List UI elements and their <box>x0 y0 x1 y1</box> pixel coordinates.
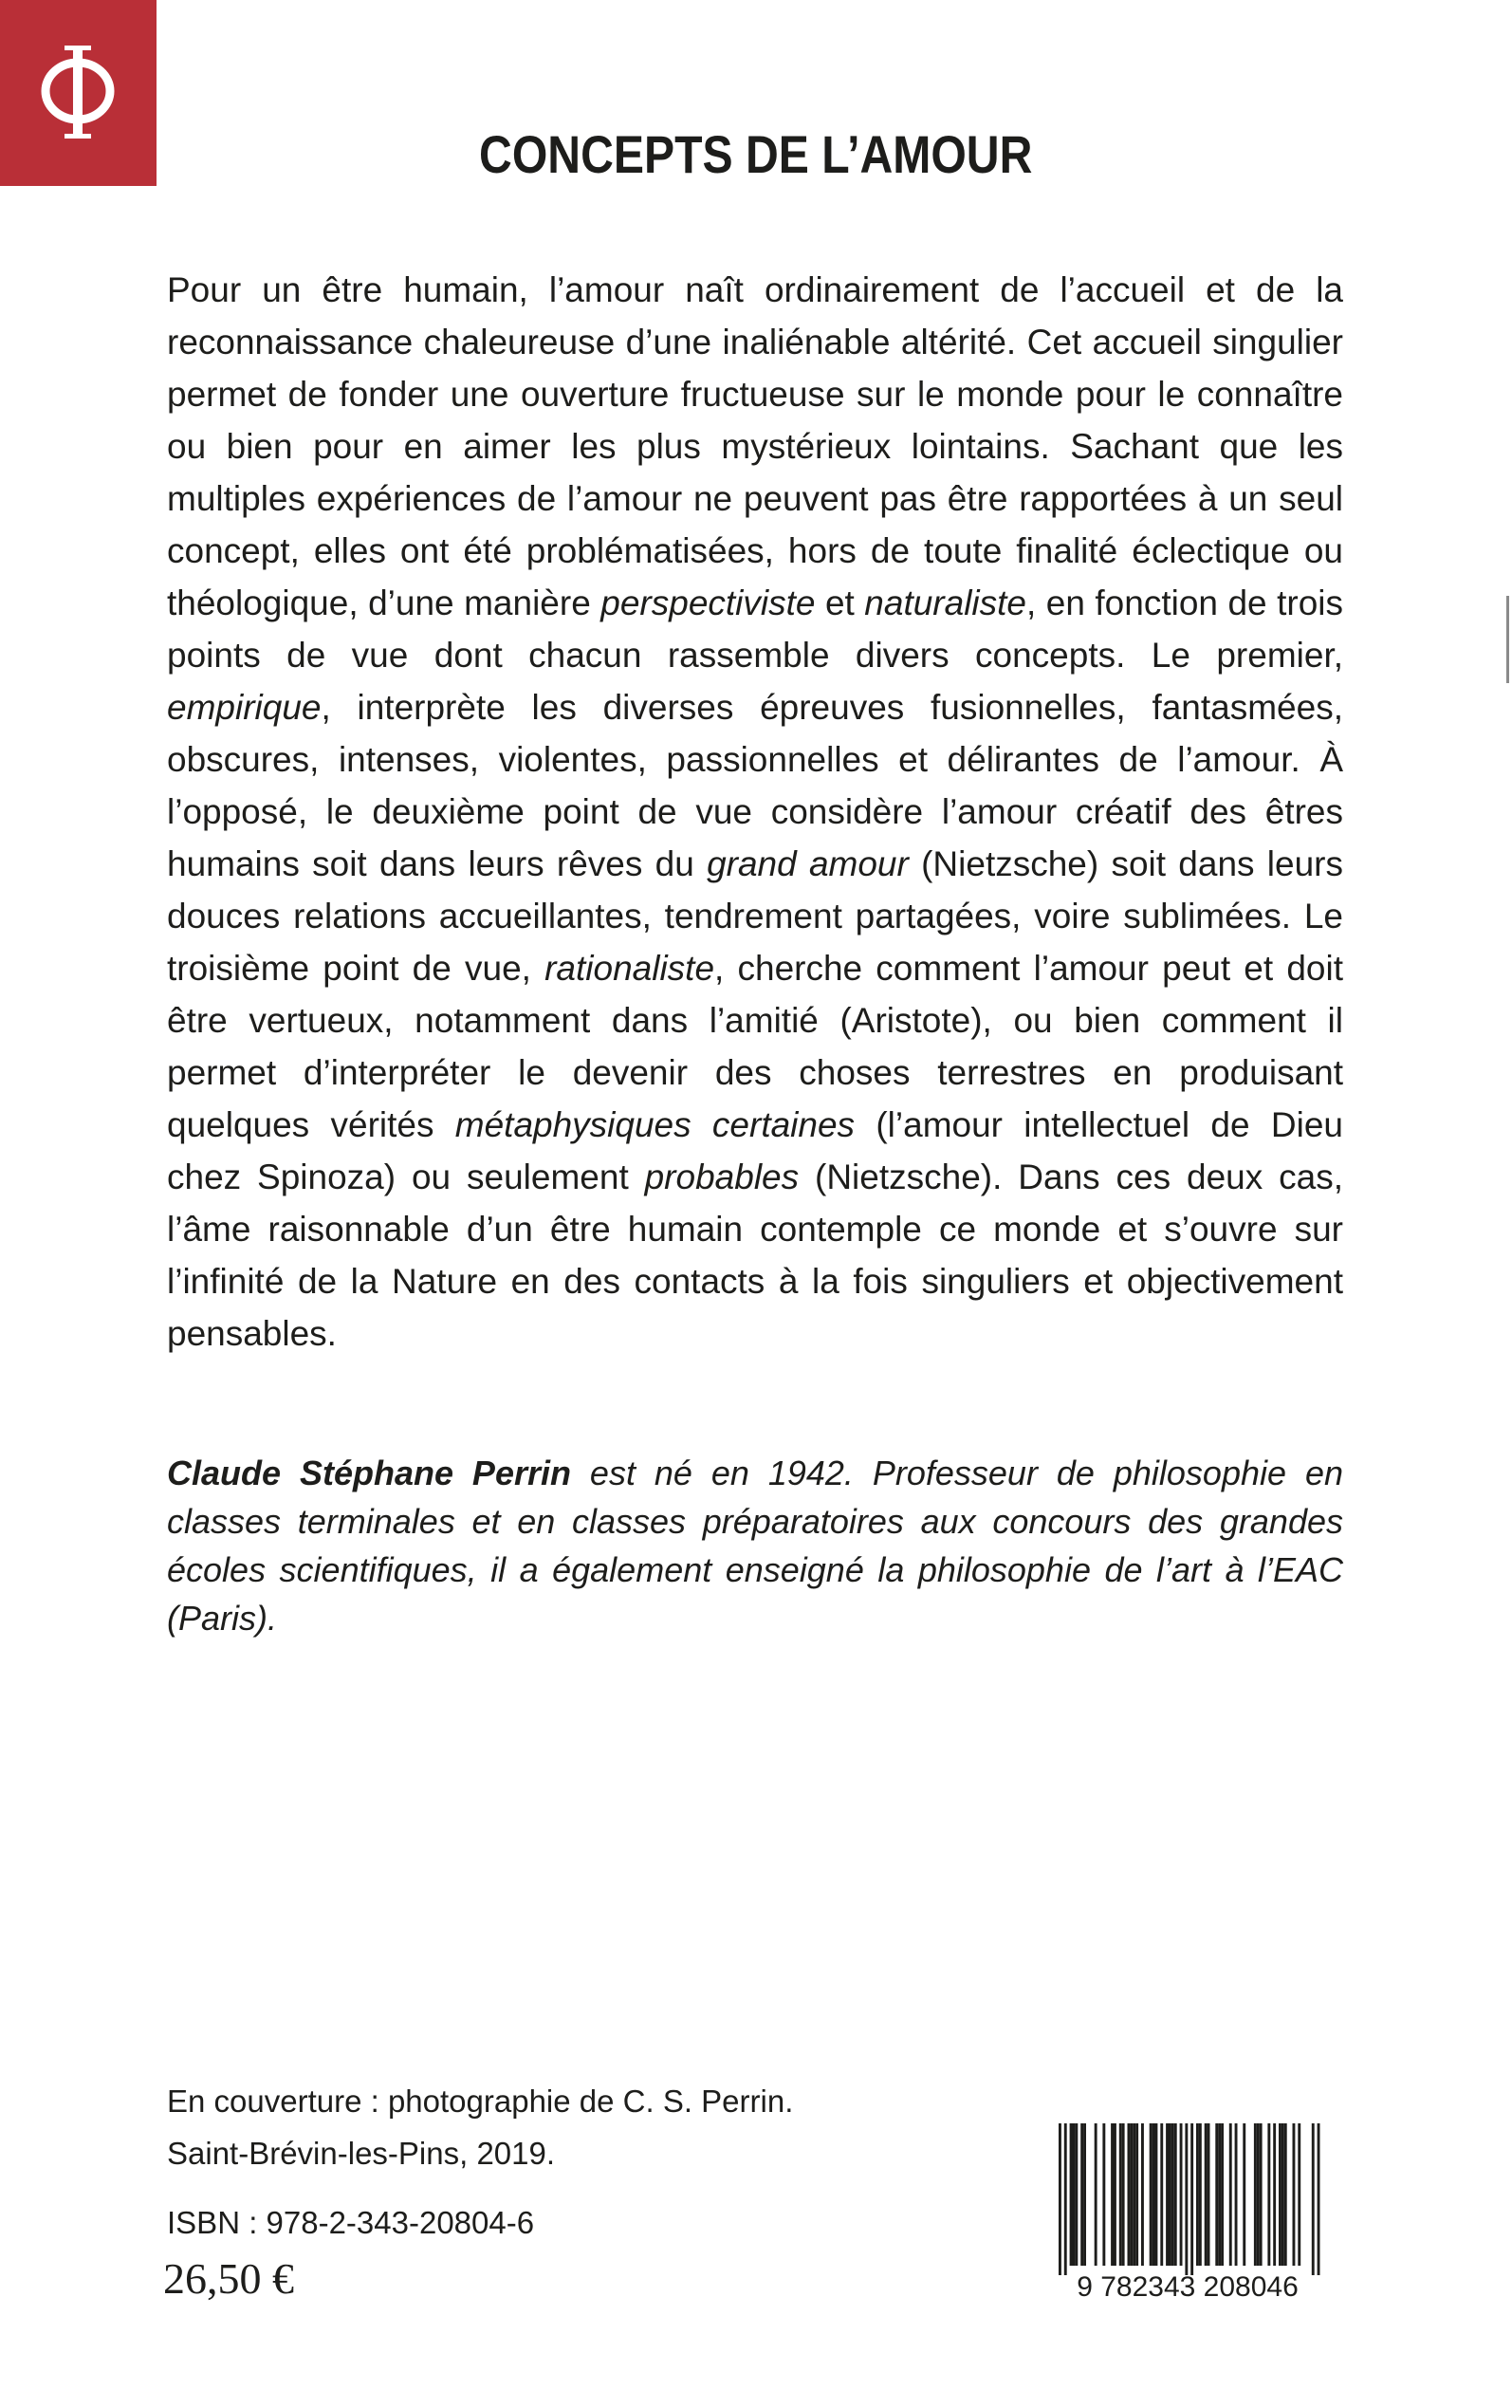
barcode-bar <box>1279 2123 1282 2266</box>
barcode-bar <box>1111 2123 1114 2266</box>
barcode-bar <box>1059 2123 1061 2275</box>
barcode-icon <box>1042 2118 1334 2302</box>
emph-naturaliste: naturaliste <box>864 583 1027 622</box>
isbn: ISBN : 978-2-343-20804-6 <box>167 2205 535 2240</box>
barcode-bar <box>1102 2123 1105 2266</box>
barcode-bar <box>1190 2123 1193 2275</box>
barcode-bar <box>1128 2123 1131 2266</box>
credit-line-1: En couverture : photographie de C. S. Perrin. <box>167 2084 794 2119</box>
barcode-bar <box>1284 2123 1287 2266</box>
barcode-bar <box>1243 2123 1245 2266</box>
price: 26,50 € <box>163 2254 294 2303</box>
emph-probables: probables <box>644 1158 800 1196</box>
barcode-bar <box>1160 2123 1163 2266</box>
barcode-bar <box>1174 2123 1177 2266</box>
cover-credit <box>167 2075 926 2179</box>
barcode-bar <box>1312 2123 1315 2275</box>
barcode-bar <box>1260 2123 1263 2266</box>
barcode-bar <box>1205 2123 1208 2266</box>
emph-perspectiviste: perspectiviste <box>600 583 816 622</box>
barcode-bar <box>1169 2123 1171 2266</box>
barcode-bar <box>1073 2123 1076 2266</box>
edge-mark <box>1506 596 1509 683</box>
barcode-bar <box>1257 2123 1260 2266</box>
barcode-bar <box>1185 2123 1188 2275</box>
author-name: Claude Stéphane Perrin <box>167 1454 571 1492</box>
barcode-bar <box>1080 2123 1083 2266</box>
barcode-bar <box>1155 2123 1158 2266</box>
barcode-number: 9 782343 208046 <box>1077 2271 1299 2302</box>
barcode-bar <box>1267 2123 1270 2266</box>
barcode-bar <box>1122 2123 1125 2266</box>
barcode-bar <box>1273 2123 1276 2266</box>
barcode-bar <box>1235 2123 1238 2266</box>
barcode-bar <box>1254 2123 1257 2266</box>
barcode-bar <box>1318 2123 1320 2275</box>
summary-text: Pour un être humain, l’amour naît ordinairement de l’accueil et de la reconnaissance chaleureuse d’une inaliénable altérité. Cet accueil singulier permet de fonder une ouverture fructueuse sur le monde pour le connaître ou bien pour en aimer les plus mystérieux lointains. Sachant que les multiples expériences de l’amour ne peuvent pas être rapportées à un seul concept, elles ont été problématisées, hors de toute finalité éclectique ou théologique, d’une manière perspectiviste et naturaliste, en fonction de trois points de vue dont chacun rassemble divers concepts. Le premier, empirique, interprète les diverses épreuves fusionnelles, fantasmées, obscures, intenses, violentes, passionnelles et délirantes de l’amour. À l’opposé, le deuxième point de vue considère l’amour créatif des êtres humains soit dans leurs rêves du grand amour (Nietzsche) soit dans leurs douces relations accueillantes, tendrement partagées, voire sublimées. Le troisième point de vue, rationaliste, cherche comment l’amour peut et doit être vertueux, notamment dans l’amitié (Aristote), ou bien comment il permet d’interpréter le devenir des choses terrestres en produisant quelques vérités métaphysiques certaines (l’amour intellectuel de Dieu chez Spinoza) ou seulement probables (Nietzsche). Dans ces deux cas, l’âme raisonnable d’un être humain contemple ce monde et s’ouvre sur l’infinité de la Nature en des contacts à la fois singuliers et objectivement pensables. <box>167 270 1343 1353</box>
barcode-bar <box>1070 2123 1073 2266</box>
barcode-bar <box>1130 2123 1133 2266</box>
emph-metaphysiques: métaphysiques certaines <box>454 1105 856 1144</box>
barcode-bar <box>1114 2123 1116 2266</box>
emph-empirique: empirique <box>167 688 322 727</box>
barcode-bar <box>1150 2123 1152 2266</box>
barcode-bar <box>1180 2123 1183 2266</box>
barcode-bar <box>1215 2123 1218 2266</box>
barcode-bar <box>1166 2123 1169 2266</box>
barcode-bar <box>1171 2123 1174 2266</box>
emph-grand-amour: grand amour <box>707 844 909 883</box>
barcode <box>1042 2118 1334 2302</box>
barcode-bar <box>1298 2123 1300 2266</box>
barcode-bar <box>1141 2123 1144 2266</box>
barcode-bar <box>1293 2123 1296 2266</box>
barcode-bar <box>1064 2123 1067 2275</box>
barcode-bar <box>1083 2123 1086 2266</box>
barcode-bar <box>1208 2123 1210 2266</box>
barcode-bar <box>1196 2123 1199 2266</box>
barcode-bar <box>1133 2123 1135 2266</box>
barcode-bar <box>1218 2123 1221 2266</box>
author-bio: Claude Stéphane Perrin est né en 1942. Professeur de philosophie en classes terminales et en classes préparatoires aux concours des grandes écoles scientifiques, il a également enseigné la philosophie de l’art à l’EAC (Paris). <box>167 1454 1343 1638</box>
credit-line-2: Saint-Brévin-les-Pins, 2019. <box>167 2136 556 2171</box>
barcode-bar <box>1229 2123 1232 2266</box>
barcode-bar <box>1075 2123 1078 2266</box>
barcode-bar <box>1199 2123 1202 2266</box>
emph-rationaliste: rationaliste <box>544 949 715 988</box>
barcode-bar <box>1135 2123 1138 2266</box>
barcode-bar <box>1221 2123 1224 2266</box>
barcode-bar <box>1119 2123 1122 2266</box>
barcode-bar <box>1152 2123 1155 2266</box>
barcode-bar <box>1095 2123 1097 2266</box>
barcode-bar <box>1282 2123 1284 2266</box>
book-title: CONCEPTS DE L’AMOUR <box>479 124 1033 184</box>
